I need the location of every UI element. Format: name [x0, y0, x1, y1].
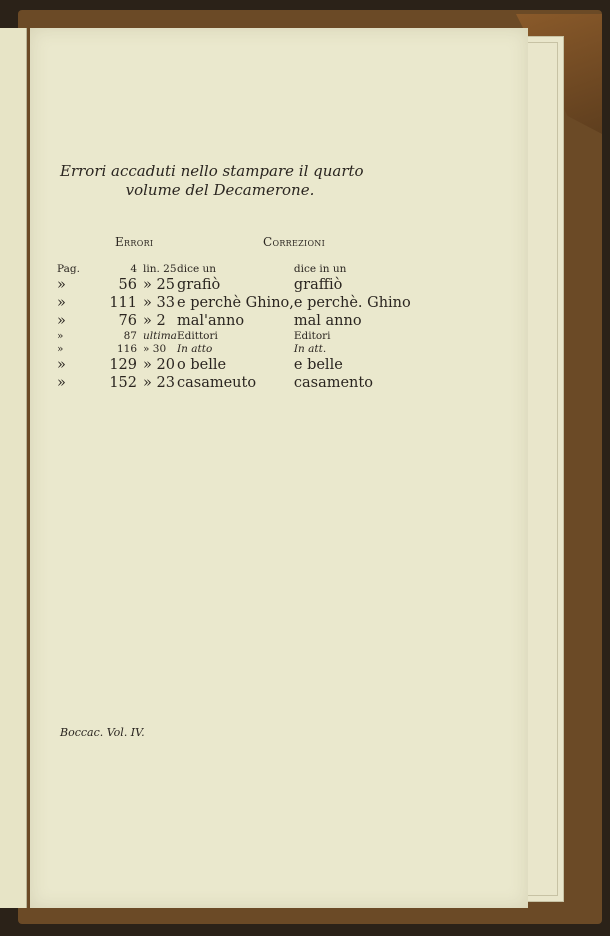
- correction-text: Editori: [293, 330, 331, 342]
- errata-row: [57, 343, 411, 356]
- page-number: 56: [118, 277, 137, 293]
- page-marker: »: [57, 313, 66, 329]
- correction-text: graffiò: [293, 277, 343, 293]
- error-text: casameuto: [177, 375, 257, 391]
- errata-row: [57, 374, 411, 392]
- line-number: » 33: [143, 295, 175, 311]
- errata-row: [57, 294, 411, 312]
- correction-text: e perchè. Ghino: [293, 295, 411, 311]
- error-text: grafiò: [177, 277, 221, 293]
- page-number: 116: [116, 343, 137, 355]
- line-number: » 2: [143, 313, 166, 329]
- line-number: » 30: [143, 343, 167, 355]
- page-number: 129: [109, 357, 137, 373]
- error-text: o belle: [177, 357, 227, 373]
- page-marker: »: [57, 343, 64, 355]
- errors-header: Errori: [115, 235, 154, 249]
- page-number: 111: [109, 295, 137, 311]
- page-marker: »: [57, 357, 66, 373]
- error-text: e perchè Ghino,: [177, 295, 294, 311]
- line-number: » 23: [143, 375, 175, 391]
- page-title: [60, 162, 380, 200]
- errata-row: [57, 312, 411, 330]
- page-number: 87: [123, 330, 137, 342]
- page-marker: »: [57, 375, 66, 391]
- line-number: » 25: [143, 277, 175, 293]
- page-number: 4: [130, 263, 137, 275]
- errata-body: [57, 263, 411, 392]
- error-text: mal'anno: [177, 313, 245, 329]
- page-marker: »: [57, 277, 66, 293]
- correction-text: dice in un: [293, 263, 347, 275]
- errata-page: [30, 28, 528, 908]
- correction-text: casamento: [293, 375, 373, 391]
- errata-table: [57, 263, 411, 392]
- error-text: Edittori: [177, 330, 218, 342]
- correction-text: In att.: [293, 343, 327, 355]
- line-number: lin. 25: [143, 263, 177, 275]
- page-marker: Pag.: [57, 263, 80, 275]
- errata-row: [57, 330, 411, 343]
- line-number: ultima: [143, 330, 177, 342]
- error-text: dice un: [177, 263, 217, 275]
- page-number: 152: [109, 375, 137, 391]
- correction-text: mal anno: [293, 313, 362, 329]
- page-marker: »: [57, 330, 64, 342]
- left-page-edge: [0, 28, 27, 908]
- page-number: 76: [118, 313, 137, 329]
- line-number: » 20: [143, 357, 175, 373]
- errata-row: [57, 263, 411, 276]
- correction-text: e belle: [293, 357, 343, 373]
- title-line-1: Errori accaduti nello stampare il quarto: [60, 162, 364, 180]
- errata-row: [57, 356, 411, 374]
- page-marker: »: [57, 295, 66, 311]
- title-line-2: volume del Decamerone.: [125, 181, 315, 199]
- error-text: In atto: [177, 343, 213, 355]
- errata-row: [57, 276, 411, 294]
- signature-mark: Boccac. Vol. IV.: [60, 726, 145, 739]
- corrections-header: Correzioni: [263, 235, 326, 249]
